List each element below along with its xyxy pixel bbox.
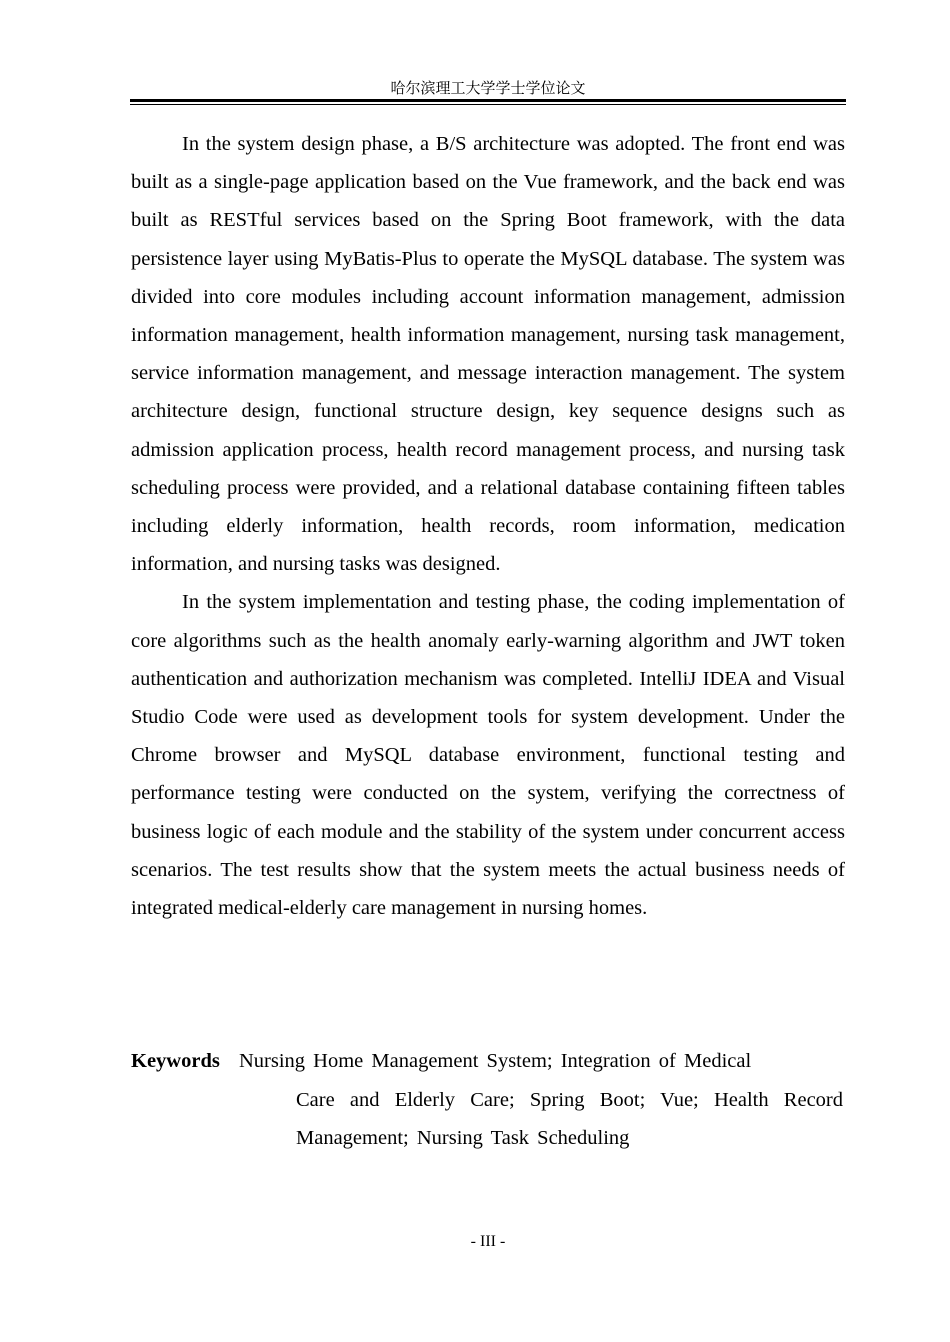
keywords-block (131, 1042, 843, 1158)
paragraph-design-phase: In the system design phase, a B/S architecture was adopted. The front end was built as a single-page application based on the Vue framework, and the back end was built as RESTful services based on the Spring Boot framework, with the data persistence layer using MyBatis-Plus to operate the MySQL database. The system was divided into core modules including account information management, admission information management, health information management, nursing task management, service information management, and message interaction management. The system architecture design, functional structure design, key sequence designs such as admission application process, health record management process, and nursing task scheduling process were provided, and a relational database containing fifteen tables including elderly information, health records, room information, medication information, and nursing tasks was designed. (131, 133, 845, 576)
header-rule-thin (130, 104, 846, 105)
keywords-line-3: Management; Nursing Task Scheduling (296, 1127, 630, 1149)
keywords-line-2: Care and Elderly Care; Spring Boot; Vue; Health Record (296, 1088, 843, 1111)
running-header: 哈尔滨理工大学学士学位论文 (390, 79, 586, 97)
header-rule-thick (130, 99, 846, 102)
paragraph-implementation-phase: In the system implementation and testing phase, the coding implementation of core algorithms such as the health anomaly early-warning algorithm and JWT token authentication and authorization mechanism was completed. IntelliJ IDEA and Visual Studio Code were used as development tools for system development. Under the Chrome browser and MySQL database environment, functional testing and performance testing were conducted on the system, verifying the correctness of business logic of each module and the stability of the system under concurrent access scenarios. The test results show that the system meets the actual business needs of integrated medical-elderly care management in nursing homes. (131, 591, 845, 920)
keywords-label: Keywords (131, 1050, 220, 1072)
page-number: - III - (470, 1233, 506, 1250)
keywords-line-1: Nursing Home Management System; Integration of Medical (239, 1050, 752, 1072)
abstract-body (131, 125, 845, 927)
